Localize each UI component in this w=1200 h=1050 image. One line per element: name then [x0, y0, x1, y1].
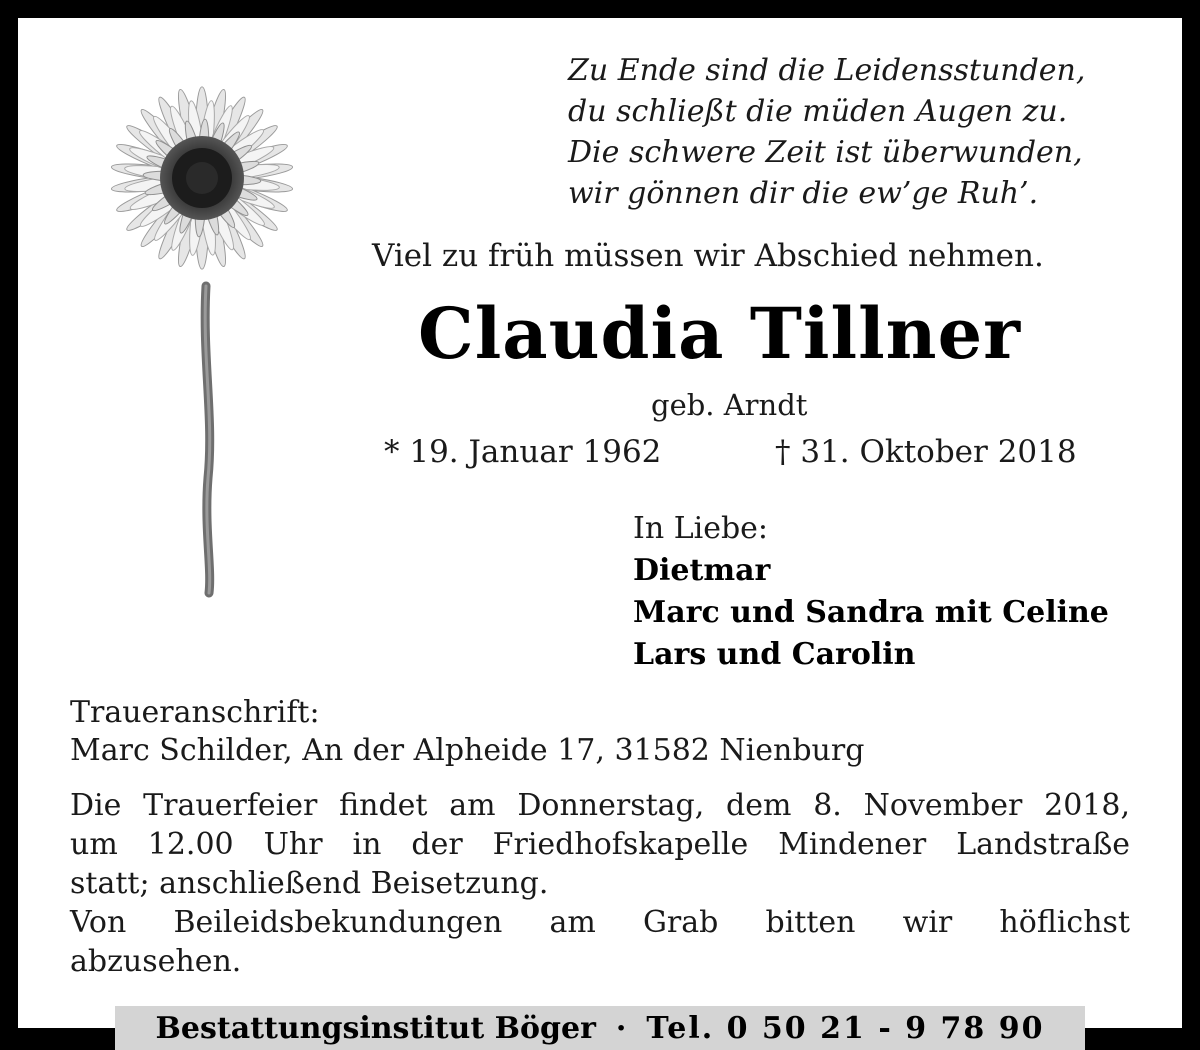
farewell-text: Viel zu früh müssen wir Abschied nehmen. — [372, 238, 1044, 274]
poem-line: Zu Ende sind die Leidensstunden, — [568, 53, 1086, 88]
funeral-home-footer — [115, 1006, 1085, 1050]
poem-line: Die schwere Zeit ist überwunden, — [568, 135, 1083, 170]
birth-date: * 19. Januar 1962 — [384, 434, 662, 470]
ceremony-line: Die Trauerfeier findet am Donnerstag, dem 8. November 2018, — [70, 788, 1130, 823]
mourners-intro: In Liebe: — [633, 511, 769, 546]
funeral-home-phone: Tel. 0 50 21 - 9 78 90 — [646, 1010, 1045, 1046]
address-line: Marc Schilder, An der Alpheide 17, 31582 Nienburg — [70, 733, 865, 768]
mourner-name: Lars und Carolin — [633, 637, 916, 672]
death-date: † 31. Oktober 2018 — [775, 434, 1077, 470]
ceremony-line: um 12.00 Uhr in der Friedhofskapelle Mindener Landstraße — [70, 827, 1130, 862]
ceremony-line: abzusehen. — [70, 944, 242, 979]
mourner-name: Marc und Sandra mit Celine — [633, 595, 1109, 630]
ceremony-line: Von Beileidsbekundungen am Grab bitten wir höflichst — [70, 905, 1130, 940]
funeral-home-name: Bestattungsinstitut Böger — [155, 1010, 596, 1046]
address-label: Traueranschrift: — [70, 695, 320, 730]
deceased-name: Claudia Tillner — [418, 292, 1021, 375]
birth-name: geb. Arndt — [651, 388, 808, 422]
ceremony-line: statt; anschließend Beisetzung. — [70, 866, 549, 901]
poem-line: du schließt die müden Augen zu. — [568, 94, 1068, 129]
ceremony-notice — [70, 786, 1130, 981]
mourning-address — [70, 694, 864, 770]
footer-separator: · — [615, 1010, 627, 1046]
gerbera-flower-image — [68, 58, 338, 598]
poem — [568, 50, 1148, 214]
poem-line: wir gönnen dir die ew’ge Ruh’. — [568, 176, 1039, 211]
mourners-list — [633, 508, 1109, 676]
mourner-name: Dietmar — [633, 553, 771, 588]
